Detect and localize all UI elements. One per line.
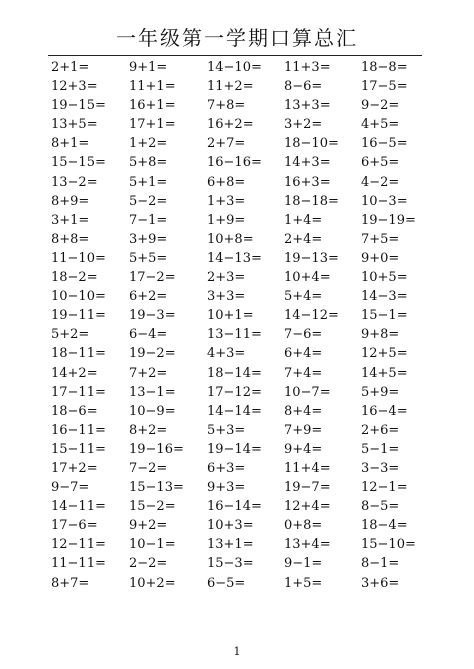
exercise-item: 12−11= (51, 537, 106, 553)
exercise-item: 1+9= (207, 212, 246, 228)
exercise-item: 18−11= (51, 346, 106, 362)
exercise-item: 19−15= (51, 98, 106, 114)
exercise-item: 16−11= (51, 422, 106, 438)
exercise-row (51, 383, 431, 402)
exercise-item: 2+1= (51, 60, 90, 75)
exercise-item: 18−4= (361, 518, 408, 534)
exercise-row (51, 344, 431, 363)
exercise-item: 17−5= (361, 79, 408, 95)
exercise-row (51, 230, 431, 249)
exercise-item: 11+2= (207, 79, 254, 95)
exercise-item: 19−16= (129, 441, 184, 457)
exercise-item: 13−1= (129, 384, 176, 400)
exercise-item: 19−11= (51, 308, 106, 324)
exercise-item: 1+3= (207, 193, 246, 209)
exercise-row (51, 153, 431, 172)
title-underline (48, 55, 422, 56)
exercise-row (51, 192, 431, 211)
exercise-row (51, 325, 431, 344)
exercise-item: 8+4= (284, 403, 323, 419)
exercise-item: 19−3= (129, 308, 176, 324)
exercise-item: 17−11= (51, 384, 106, 400)
exercise-row (51, 173, 431, 192)
exercise-item: 2−2= (129, 556, 168, 572)
exercise-item: 16+3= (284, 174, 331, 190)
exercise-item: 8−5= (361, 499, 400, 515)
exercise-item: 13−11= (207, 327, 262, 343)
exercise-item: 7+9= (284, 422, 323, 438)
exercise-item: 2+6= (361, 422, 400, 438)
exercise-item: 7+4= (284, 365, 323, 381)
exercise-item: 15−11= (51, 441, 106, 457)
exercise-row (51, 58, 431, 77)
exercise-item: 6+5= (361, 155, 400, 171)
exercise-item: 18−10= (284, 136, 339, 152)
exercise-item: 19−2= (129, 346, 176, 362)
exercise-row (51, 497, 431, 516)
exercise-item: 14−12= (284, 308, 339, 324)
exercise-item: 18−8= (361, 60, 408, 75)
exercise-row (51, 554, 431, 573)
exercise-item: 19−19= (361, 212, 416, 228)
exercise-item: 8+1= (51, 136, 90, 152)
exercise-item: 14+2= (51, 365, 98, 381)
exercise-item: 9+2= (129, 518, 168, 534)
exercise-item: 18−6= (51, 403, 98, 419)
exercise-item: 9+0= (361, 250, 400, 266)
exercise-item: 15−10= (361, 537, 416, 553)
exercise-item: 14−10= (207, 60, 262, 75)
exercise-item: 15−1= (361, 308, 408, 324)
exercise-item: 7−1= (129, 212, 168, 228)
exercise-item: 11−10= (51, 250, 106, 266)
exercise-item: 19−14= (207, 441, 262, 457)
exercise-row (51, 364, 431, 383)
exercise-item: 14+5= (361, 365, 408, 381)
exercise-item: 9−7= (51, 480, 90, 496)
exercise-item: 16−16= (207, 155, 262, 171)
exercise-row (51, 268, 431, 287)
exercise-item: 2+7= (207, 136, 246, 152)
exercise-item: 5+3= (207, 422, 246, 438)
exercise-item: 1+5= (284, 575, 323, 591)
exercise-item: 1+4= (284, 212, 323, 228)
exercise-row (51, 402, 431, 421)
exercise-item: 10+4= (284, 270, 331, 286)
exercise-item: 16+2= (207, 117, 254, 133)
exercise-item: 8−1= (361, 556, 400, 572)
exercise-item: 16−5= (361, 136, 408, 152)
exercise-item: 1+2= (129, 136, 168, 152)
exercise-item: 3+9= (129, 231, 168, 247)
exercise-item: 17−2= (129, 270, 176, 286)
exercise-item: 2+3= (207, 270, 246, 286)
exercise-item: 11−11= (51, 556, 106, 572)
exercise-item: 10−1= (129, 537, 176, 553)
exercise-item: 13+1= (207, 537, 254, 553)
exercise-item: 10−9= (129, 403, 176, 419)
exercise-item: 11+4= (284, 460, 331, 476)
exercise-item: 5−1= (361, 441, 400, 457)
exercise-item: 5+1= (129, 174, 168, 190)
exercise-item: 6−5= (207, 575, 246, 591)
exercise-row (51, 421, 431, 440)
exercise-item: 14+3= (284, 155, 331, 171)
exercise-item: 16+1= (129, 98, 176, 114)
exercise-item: 19−7= (284, 480, 331, 496)
exercise-item: 8−6= (284, 79, 323, 95)
exercise-row (51, 440, 431, 459)
exercise-item: 16−14= (207, 499, 262, 515)
exercise-item: 3+1= (51, 212, 90, 228)
exercise-item: 13+5= (51, 117, 98, 133)
exercise-row (51, 574, 431, 593)
exercise-item: 4+3= (207, 346, 246, 362)
exercise-item: 14−14= (207, 403, 262, 419)
exercise-row (51, 306, 431, 325)
exercise-item: 14−13= (207, 250, 262, 266)
exercise-item: 6+2= (129, 289, 168, 305)
exercise-item: 12+4= (284, 499, 331, 515)
exercise-item: 2+4= (284, 231, 323, 247)
exercise-item: 9+4= (284, 441, 323, 457)
exercise-row (51, 96, 431, 115)
exercise-item: 6+4= (284, 346, 323, 362)
exercise-item: 7+8= (207, 98, 246, 114)
page-number: 1 (233, 645, 241, 658)
exercise-item: 14−3= (361, 289, 408, 305)
exercise-item: 9+3= (207, 480, 246, 496)
exercise-item: 12+3= (51, 79, 98, 95)
exercise-item: 10+3= (207, 518, 254, 534)
exercise-item: 10+5= (361, 270, 408, 286)
exercise-item: 8+8= (51, 231, 90, 247)
exercise-row (51, 249, 431, 268)
exercise-item: 10+1= (207, 308, 254, 324)
exercise-item: 14−11= (51, 499, 106, 515)
exercise-item: 5+8= (129, 155, 168, 171)
exercise-row (51, 516, 431, 535)
exercise-item: 15−2= (129, 499, 176, 515)
exercise-item: 15−3= (207, 556, 254, 572)
exercise-item: 10+8= (207, 231, 254, 247)
exercise-item: 3+6= (361, 575, 400, 591)
exercise-item: 19−13= (284, 250, 339, 266)
exercise-item: 6+3= (207, 460, 246, 476)
exercise-row (51, 134, 431, 153)
exercise-item: 18−2= (51, 270, 98, 286)
exercise-item: 5+2= (51, 327, 90, 343)
page-title: 一年级第一学期口算总汇 (116, 26, 358, 50)
exercise-item: 0+8= (284, 518, 323, 534)
exercise-row (51, 115, 431, 134)
exercise-item: 5+5= (129, 250, 168, 266)
exercise-item: 5+9= (361, 384, 400, 400)
exercise-item: 4−2= (361, 174, 400, 190)
exercise-item: 9+1= (129, 60, 168, 75)
exercise-item: 10+2= (129, 575, 176, 591)
exercise-item: 11+1= (129, 79, 176, 95)
exercise-item: 8+7= (51, 575, 90, 591)
exercise-item: 10−3= (361, 193, 408, 209)
exercise-item: 13+4= (284, 537, 331, 553)
exercise-item: 12−1= (361, 480, 408, 496)
exercise-item: 9−2= (361, 98, 400, 114)
exercise-item: 8+9= (51, 193, 90, 209)
exercise-item: 10−7= (284, 384, 331, 400)
exercise-item: 10−10= (51, 289, 106, 305)
exercise-item: 6+8= (207, 174, 246, 190)
exercise-row (51, 535, 431, 554)
exercise-item: 5+4= (284, 289, 323, 305)
exercise-item: 15−13= (129, 480, 184, 496)
exercise-item: 5−2= (129, 193, 168, 209)
exercise-row (51, 459, 431, 478)
exercise-item: 6−4= (129, 327, 168, 343)
exercise-item: 17−6= (51, 518, 98, 534)
exercise-item: 11+3= (284, 60, 331, 75)
exercise-item: 3+2= (284, 117, 323, 133)
exercise-item: 3−3= (361, 460, 400, 476)
exercise-item: 7−6= (284, 327, 323, 343)
exercise-item: 4+5= (361, 117, 400, 133)
exercise-item: 18−18= (284, 193, 339, 209)
exercise-grid (51, 58, 431, 593)
exercise-item: 17+2= (51, 460, 98, 476)
exercise-row (51, 478, 431, 497)
exercise-item: 7−2= (129, 460, 168, 476)
exercise-item: 16−4= (361, 403, 408, 419)
exercise-item: 7+5= (361, 231, 400, 247)
exercise-row (51, 77, 431, 96)
exercise-row (51, 211, 431, 230)
exercise-item: 12+5= (361, 346, 408, 362)
exercise-item: 9−1= (284, 556, 323, 572)
exercise-item: 18−14= (207, 365, 262, 381)
exercise-item: 7+2= (129, 365, 168, 381)
exercise-item: 17−12= (207, 384, 262, 400)
exercise-item: 9+8= (361, 327, 400, 343)
exercise-item: 13−2= (51, 174, 98, 190)
exercise-item: 15−15= (51, 155, 106, 171)
exercise-row (51, 287, 431, 306)
exercise-item: 3+3= (207, 289, 246, 305)
exercise-item: 8+2= (129, 422, 168, 438)
exercise-item: 17+1= (129, 117, 176, 133)
exercise-item: 13+3= (284, 98, 331, 114)
